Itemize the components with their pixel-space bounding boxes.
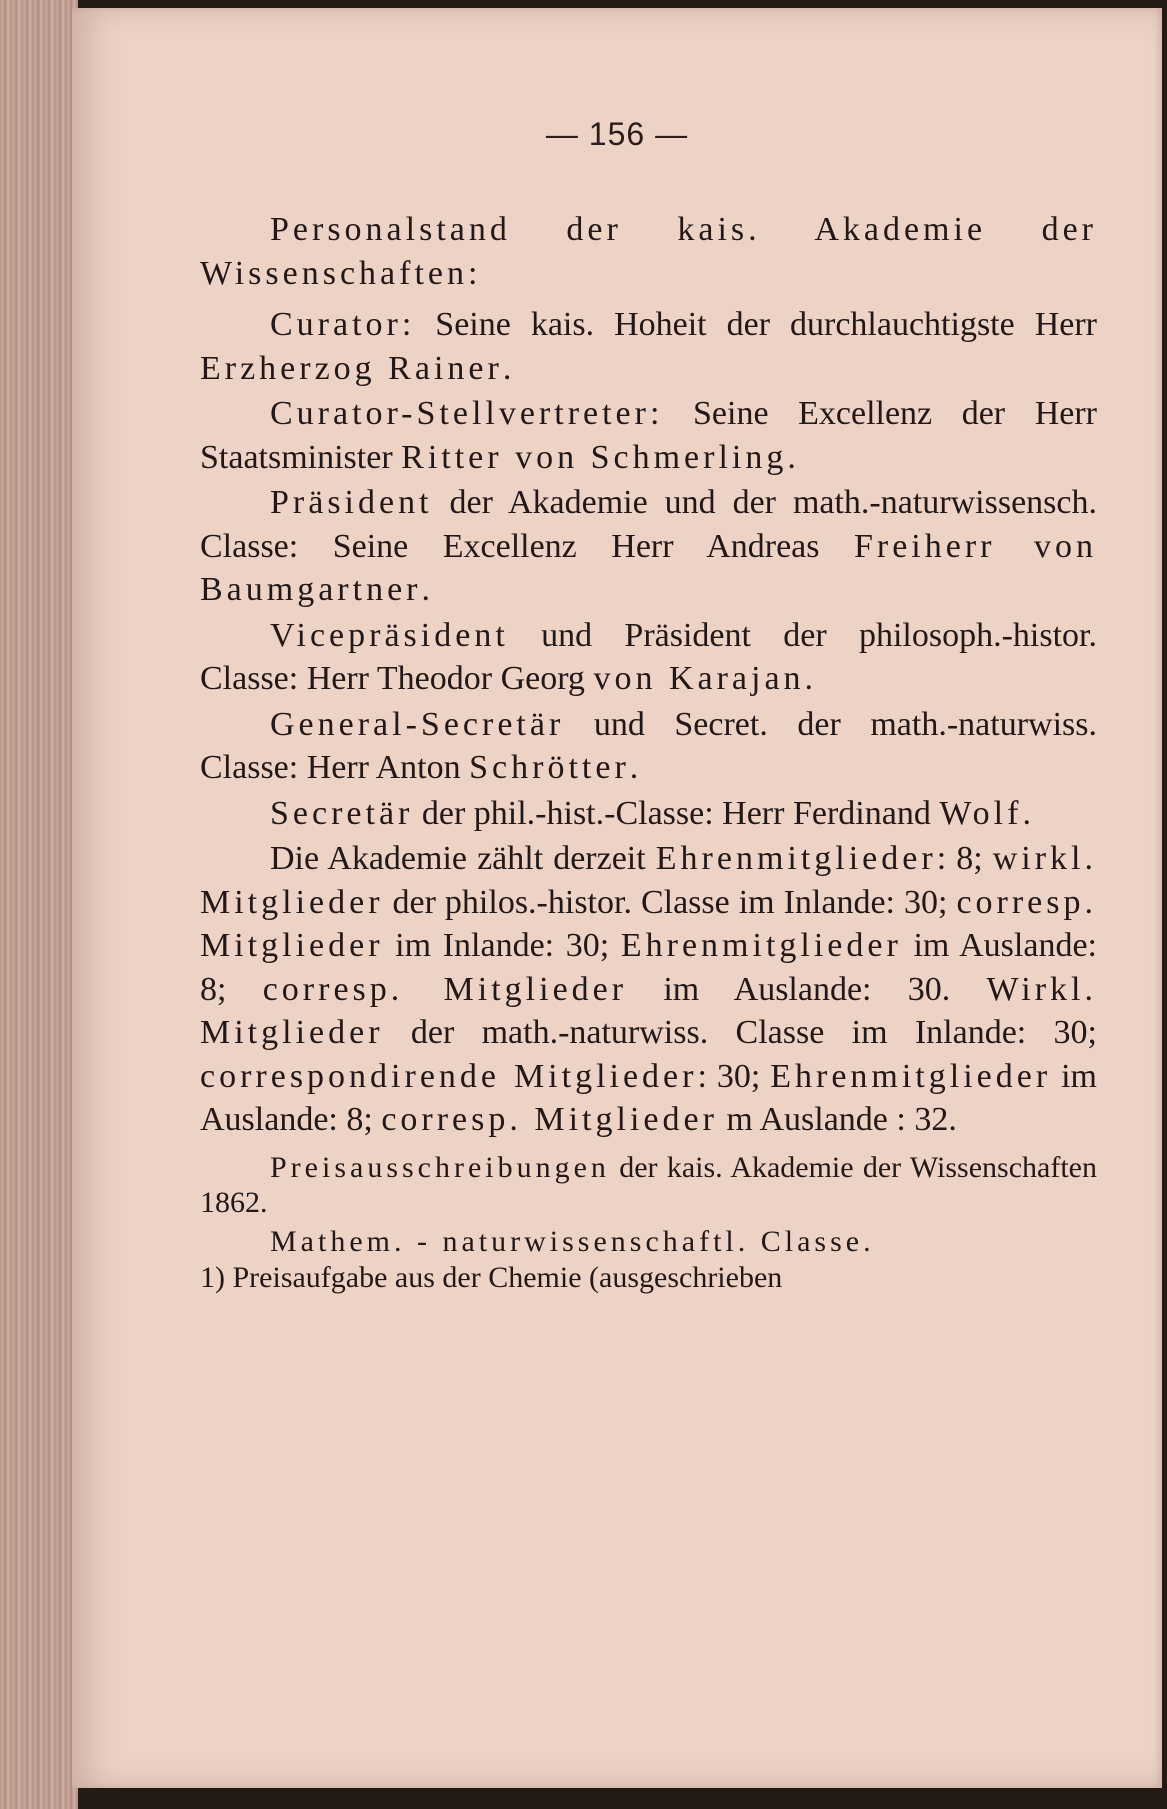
term-wirkl-mitglieder-1: wirkl. Mitglieder	[200, 840, 1097, 921]
text-mitglieder-m: der math.-naturwiss. Classe im Inlande: 30;	[383, 1014, 1097, 1051]
heading-personalstand: Personalstand der kais. Akademie der Wissenschaften:	[200, 211, 1097, 292]
text-curator: Seine kais. Hoheit der durchlauchtigste Herr	[415, 306, 1097, 343]
name-general-secretaer: Schrötter	[469, 749, 630, 786]
name-curator: Erzherzog Rainer	[200, 349, 503, 387]
paragraph-vicepraesident	[200, 614, 1097, 701]
paragraph-preisaufgabe	[200, 1260, 1097, 1296]
text-preisaufgabe: 1) Preisaufgabe aus der Chemie (ausgeschrieben	[200, 1260, 783, 1294]
text-curator-stellvertreter: Seine Excellenz der Herr Staatsminister	[200, 395, 1097, 476]
term-wirkl-mitglieder-2: Wirkl. Mitglieder	[200, 970, 1097, 1051]
paragraph-curator	[200, 303, 1097, 390]
term-ehrenmitglieder-3: Ehrenmitglieder	[770, 1057, 1052, 1095]
heading-preisausschreibungen: Preisausschreibungen	[270, 1150, 610, 1184]
paragraph-secretaer	[200, 792, 1097, 836]
label-secretaer: Secretär	[270, 794, 414, 832]
book-page	[72, 8, 1162, 1788]
text-mitglieder-o: : 30;	[697, 1057, 771, 1095]
term-ehrenmitglieder-1: Ehrenmitglieder	[655, 840, 937, 877]
paragraph-mitglieder	[200, 837, 1097, 1142]
text-mitglieder-k: im Auslande: 30.	[627, 970, 987, 1008]
text-secretaer: der phil.-hist.-Classe: Herr Ferdinand	[413, 794, 940, 832]
name-vicepraesident: von Karajan	[593, 660, 805, 697]
paragraph-personalstand	[200, 208, 1097, 295]
text-mitglieder-s: m Auslande : 32.	[717, 1101, 957, 1138]
heading-classe: Mathem. - naturwissenschaftl. Classe.	[270, 1224, 875, 1258]
label-vicepraesident: Vicepräsident	[270, 616, 509, 654]
term-corresp-3: corresp. Mitglieder	[381, 1101, 718, 1138]
paragraph-general-secretaer	[200, 703, 1097, 790]
paragraph-curator-stellvertreter	[200, 392, 1097, 479]
page-content	[200, 208, 1097, 1296]
term-ehrenmitglieder-2: Ehrenmitglieder	[620, 927, 902, 964]
text-mitglieder-a: Die Akademie zählt derzeit	[270, 840, 656, 877]
text-mitglieder-c: : 8;	[936, 840, 993, 877]
punct-secretaer: .	[1022, 794, 1031, 832]
text-general-secretaer: und Secret. der math.-naturwiss. Classe: Herr Anton	[200, 705, 1097, 786]
text-preisausschreibungen: der kais. Akademie der Wissenschaften 1862.	[200, 1150, 1097, 1219]
name-curator-stellvertreter: Ritter von Schmerling	[401, 438, 788, 476]
punct-curator-stellvertreter: .	[787, 438, 796, 476]
term-corresp-2: corresp. Mitglieder	[262, 970, 628, 1008]
term-corresp-1: corresp. Mitglieder	[200, 883, 1097, 964]
punct-praesident: .	[421, 571, 430, 608]
punct-curator: .	[502, 349, 512, 387]
paragraph-praesident	[200, 481, 1097, 612]
paragraph-classe	[200, 1224, 1097, 1260]
text-mitglieder-e: der philos.-histor. Classe im Inlande: 30;	[383, 883, 957, 921]
label-general-secretaer: General-Secretär	[270, 705, 565, 743]
name-secretaer: Wolf	[939, 794, 1023, 832]
name-praesident: Freiherr von Baumgartner	[200, 527, 1097, 608]
term-correspondirende: correspondirende Mitglieder	[200, 1057, 698, 1095]
label-curator: Curator:	[270, 306, 416, 343]
page-edges	[0, 0, 78, 1809]
punct-general-secretaer: .	[629, 749, 639, 786]
text-praesident: der Akademie und der math.-naturwissensch. Classe: Seine Excellenz Herr Andreas	[200, 484, 1097, 565]
punct-vicepraesident: .	[804, 660, 814, 697]
text-mitglieder-q: im Auslande: 8;	[200, 1057, 1097, 1138]
page-number: — 156 —	[545, 116, 689, 152]
label-curator-stellvertreter: Curator-Stellvertreter:	[270, 395, 664, 432]
text-mitglieder-g: im Inlande: 30;	[383, 927, 621, 964]
text-mitglieder-i: im Auslande: 8;	[200, 927, 1097, 1008]
paragraph-preisausschreibungen	[200, 1150, 1097, 1220]
text-vicepraesident: und Präsident der philosoph.-histor. Classe: Herr Theodor Georg	[200, 616, 1097, 697]
label-praesident: Präsident	[270, 484, 433, 521]
